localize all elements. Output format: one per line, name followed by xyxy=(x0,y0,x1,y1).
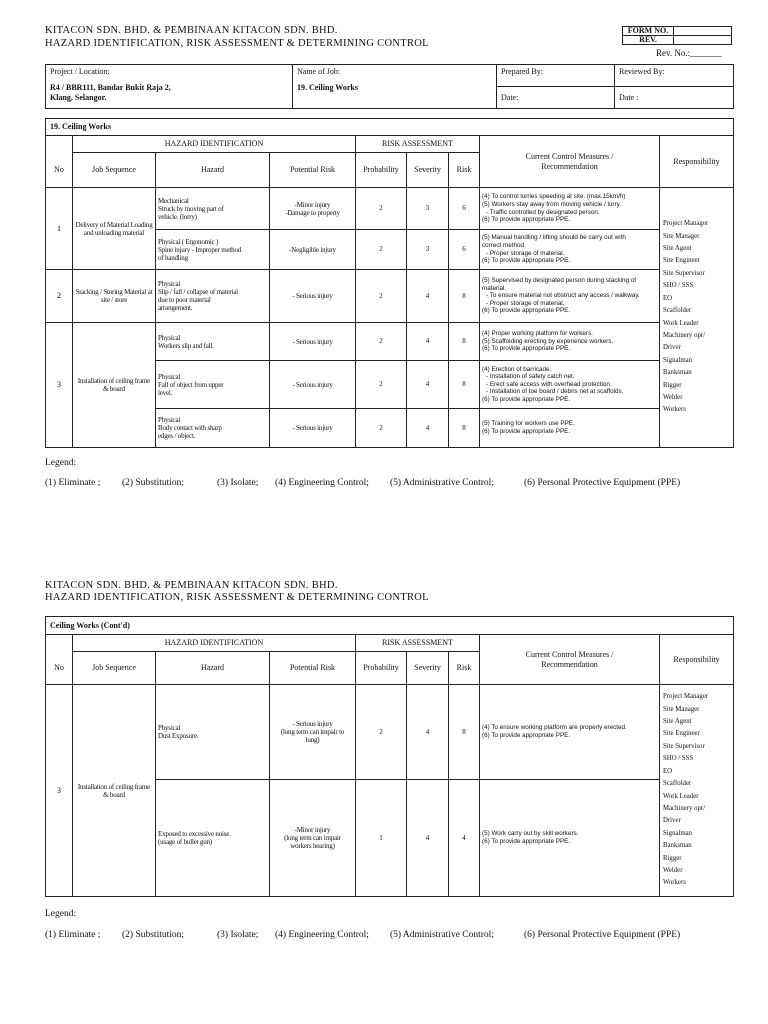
legend-label: Legend: xyxy=(45,909,77,919)
legend-item: (6) Personal Protective Equipment (PPE) xyxy=(524,930,681,940)
row-number: 1 xyxy=(46,188,73,270)
legend-item: (6) Personal Protective Equipment (PPE) xyxy=(524,478,681,488)
legend-item: (4) Engineering Control; xyxy=(275,478,369,488)
responsibility-list: Project Manager Site Manager Site Agent Site Engineer Site Supervisor SHO / SSS EO Scaffolder Work Leader Machinery opr/ Driver Signalman Banksman Rigger Welder Workers xyxy=(660,685,734,897)
job-sequence: Installation of ceiling frame & board xyxy=(73,323,156,448)
severity-cell: 3 xyxy=(407,230,449,270)
risk-assessment-header: RISK ASSESSMENT xyxy=(356,136,480,153)
control-measures-cell: (4) To control lorries speeding at site. (max.15km/h) (5) Workers stay away from moving vehicle / lorry. - Traffic controlled by designated person. (6) To provide appropriate PPE. xyxy=(480,188,660,230)
document-title: HAZARD IDENTIFICATION, RISK ASSESSMENT & DETERMINING CONTROL xyxy=(45,592,429,603)
potential-risk-cell: - Serious injury xyxy=(270,323,356,361)
legend-item: (1) Eliminate ; xyxy=(45,930,101,940)
job-sequence: Installation of ceiling frame & board xyxy=(73,685,156,897)
rev-value xyxy=(674,36,732,45)
hazard-header: Hazard xyxy=(156,652,270,685)
probability-cell: 1 xyxy=(356,780,407,897)
probability-cell: 2 xyxy=(356,188,407,230)
risk-cell: 8 xyxy=(449,361,480,409)
probability-header: Probability xyxy=(356,153,407,188)
reviewed-date-cell: Date : xyxy=(615,87,734,109)
risk-cell: 6 xyxy=(449,188,480,230)
control-measures-header: Current Control Measures / Recommendation xyxy=(480,635,660,685)
hazard-cell: Physical Fall of object from upper level. xyxy=(156,361,270,409)
severity-cell: 4 xyxy=(407,685,449,780)
job-sequence-header: Job Sequence xyxy=(73,153,156,188)
legend-item: (2) Substitution; xyxy=(122,930,185,940)
severity-cell: 4 xyxy=(407,361,449,409)
potential-risk-cell: - Serious injury xyxy=(270,409,356,448)
probability-cell: 2 xyxy=(356,270,407,323)
legend-label: Legend: xyxy=(45,458,77,468)
legend-item: (3) Isolate; xyxy=(217,930,259,940)
risk-cell: 8 xyxy=(449,270,480,323)
job-sequence: Stacking / Storing Material at site / store xyxy=(73,270,156,323)
job-name-cell: Name of Job: 19. Ceiling Works xyxy=(293,65,497,109)
probability-cell: 2 xyxy=(356,230,407,270)
potential-risk-header: Potential Risk xyxy=(270,652,356,685)
legend-item: (5) Administrative Control; xyxy=(390,478,494,488)
row-number: 3 xyxy=(46,685,73,897)
table-row xyxy=(46,685,734,780)
probability-cell: 2 xyxy=(356,361,407,409)
form-no-label: FORM NO. xyxy=(623,27,674,36)
table-row xyxy=(46,188,734,230)
probability-cell: 2 xyxy=(356,409,407,448)
control-measures-cell: (5) Work carry out by skill workers. (6) To provide appropriate PPE. xyxy=(480,780,660,897)
potential-risk-cell: -Minor injury -Damage to property xyxy=(270,188,356,230)
severity-cell: 4 xyxy=(407,780,449,897)
risk-cell: 8 xyxy=(449,323,480,361)
form-number-box xyxy=(622,26,732,45)
control-measures-header: Current Control Measures / Recommendation xyxy=(480,136,660,188)
legend-item: (5) Administrative Control; xyxy=(390,930,494,940)
potential-risk-cell: - Serious injury (long term can impair to lung) xyxy=(270,685,356,780)
risk-assessment-header: RISK ASSESSMENT xyxy=(356,635,480,652)
hazard-table-1 xyxy=(45,118,734,448)
hazard-header: Hazard xyxy=(156,153,270,188)
hazard-cell: Physical ( Ergonomic ) Spine injury - Improper method of handling xyxy=(156,230,270,270)
risk-header: Risk xyxy=(449,153,480,188)
risk-cell: 4 xyxy=(449,780,480,897)
document-title: HAZARD IDENTIFICATION, RISK ASSESSMENT & DETERMINING CONTROL xyxy=(45,38,429,49)
legend-item: (4) Engineering Control; xyxy=(275,930,369,940)
legend-item: (3) Isolate; xyxy=(217,478,259,488)
severity-header: Severity xyxy=(407,652,449,685)
form-no-value xyxy=(674,27,732,36)
responsibility-list: Project Manager Site Manager Site Agent Site Engineer Site Supervisor SHO / SSS EO Scaffolder Work Leader Machinery opr/ Driver Signalman Banksman Rigger Welder Workers xyxy=(660,188,734,448)
project-info-table xyxy=(45,64,734,109)
control-measures-cell: (4) Erection of barricade. - Installation of safety catch net. - Erect safe access with overhead protection. - Installation of toe board / debris net at scaffolds. (6) To provide appropriate PPE. xyxy=(480,361,660,409)
responsibility-header: Responsibility xyxy=(660,635,734,685)
job-sequence: Delivery of Material Loading and unloading material xyxy=(73,188,156,270)
section-title: Ceiling Works (Cont'd) xyxy=(46,617,734,635)
section-title: 19. Ceiling Works xyxy=(46,119,734,136)
legend-item: (2) Substitution; xyxy=(122,478,185,488)
control-measures-cell: (4) Proper working platform for workers. (5) Scaffolding erecting by experience workers. (6) To provide appropriate PPE. xyxy=(480,323,660,361)
control-measures-cell: (5) Manual handling / lifting should be carry out with correct method. - Proper storage of material. (6) To provide appropriate PPE. xyxy=(480,230,660,270)
table-row xyxy=(46,323,734,361)
prepared-by-cell: Prepared By: xyxy=(497,65,615,87)
hazard-cell: Physical Slip / fall / collapse of material due to poor material arrangement. xyxy=(156,270,270,323)
severity-header: Severity xyxy=(407,153,449,188)
probability-cell: 2 xyxy=(356,685,407,780)
hazard-cell: Physical Body contact with sharp edges / object. xyxy=(156,409,270,448)
hazard-cell: Exposed to excessive noise. (usage of bullet gun) xyxy=(156,780,270,897)
risk-cell: 6 xyxy=(449,230,480,270)
potential-risk-cell: -Negligible injury xyxy=(270,230,356,270)
control-measures-cell: (5) Supervised by designated person during stacking of material. - To ensure material not obstruct any access / walkway. - Proper storage of material. (6) To provide appropriate PPE. xyxy=(480,270,660,323)
severity-cell: 4 xyxy=(407,323,449,361)
legend-row xyxy=(45,930,745,942)
severity-cell: 3 xyxy=(407,188,449,230)
company-name: KITACON SDN. BHD. & PEMBINAAN KITACON SDN. BHD. xyxy=(45,580,338,591)
hazard-table-2 xyxy=(45,616,734,897)
severity-cell: 4 xyxy=(407,409,449,448)
control-measures-cell: (5) Training for workers use PPE. (6) To provide appropriate PPE. xyxy=(480,409,660,448)
potential-risk-cell: - Serious injury xyxy=(270,270,356,323)
hazard-cell: Mechanical Struck by moving part of vehicle. (lorry) xyxy=(156,188,270,230)
legend-item: (1) Eliminate ; xyxy=(45,478,101,488)
job-sequence-header: Job Sequence xyxy=(73,652,156,685)
reviewed-by-cell: Reviewed By: xyxy=(615,65,734,87)
hazard-cell: Physical Workers slip and fall. xyxy=(156,323,270,361)
hazard-identification-header: HAZARD IDENTIFICATION xyxy=(73,136,356,153)
row-number: 3 xyxy=(46,323,73,448)
rev-no-field: Rev. No.:_______ xyxy=(656,48,722,58)
risk-cell: 8 xyxy=(449,409,480,448)
no-header: No xyxy=(46,153,73,188)
company-name: KITACON SDN. BHD. & PEMBINAAN KITACON SDN. BHD. xyxy=(45,25,338,36)
responsibility-header: Responsibility xyxy=(660,136,734,188)
hazard-identification-header: HAZARD IDENTIFICATION xyxy=(73,635,356,652)
probability-cell: 2 xyxy=(356,323,407,361)
potential-risk-cell: -Minor injury (long term can impair workers hearing) xyxy=(270,780,356,897)
project-location-cell: Project / Location: R4 / BBR111, Bandar Bukit Raja 2, Klang, Selangor. xyxy=(46,65,293,109)
row-number: 2 xyxy=(46,270,73,323)
risk-header: Risk xyxy=(449,652,480,685)
potential-risk-header: Potential Risk xyxy=(270,153,356,188)
risk-cell: 8 xyxy=(449,685,480,780)
prepared-date-cell: Date: xyxy=(497,87,615,109)
legend-row xyxy=(45,478,745,490)
control-measures-cell: (4) To ensure working platform are properly erected. (6) To provide appropriate PPE. xyxy=(480,685,660,780)
rev-label: REV. xyxy=(623,36,674,45)
potential-risk-cell: - Serious injury xyxy=(270,361,356,409)
severity-cell: 4 xyxy=(407,270,449,323)
no-header: No xyxy=(46,652,73,685)
probability-header: Probability xyxy=(356,652,407,685)
hazard-cell: Physical Dust Exposure. xyxy=(156,685,270,780)
table-row xyxy=(46,270,734,323)
